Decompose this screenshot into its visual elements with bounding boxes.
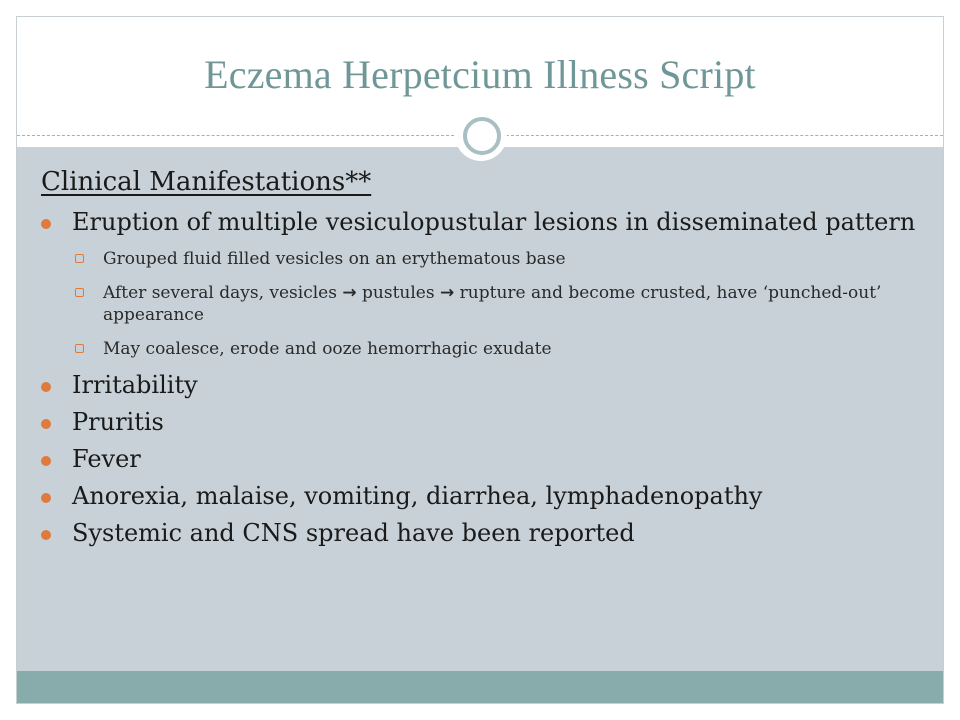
list-item [41, 372, 921, 399]
square-bullet-icon [75, 288, 84, 297]
ring-icon [463, 117, 501, 155]
list-item [41, 446, 921, 473]
bullet-list [41, 209, 921, 557]
list-item [41, 483, 921, 510]
bullet-dot-icon [41, 456, 51, 466]
sub-list-item [72, 282, 921, 326]
arrow-right-icon: → [440, 283, 455, 303]
sub-list-item [72, 248, 921, 270]
bullet-dot-icon [41, 419, 51, 429]
bullet-dot-icon [41, 382, 51, 392]
section-heading: Clinical Manifestations** [41, 167, 372, 197]
bullet-text: Irritability [72, 371, 198, 399]
bullet-text: Anorexia, malaise, vomiting, diarrhea, lymphadenopathy [72, 482, 763, 510]
bullet-dot-icon [41, 219, 51, 229]
footer-bar [17, 671, 943, 704]
bullet-text: Eruption of multiple vesiculopustular lesions in disseminated pattern [72, 208, 916, 236]
sub-list-item [72, 338, 921, 360]
slide-frame [16, 16, 944, 704]
bullet-text: Fever [72, 445, 141, 473]
bullet-dot-icon [41, 493, 51, 503]
bullet-dot-icon [41, 530, 51, 540]
list-item [41, 520, 921, 547]
square-bullet-icon [75, 344, 84, 353]
slide-title: Eczema Herpetcium Illness Script [204, 52, 756, 97]
sub-bullet-text: May coalesce, erode and ooze hemorrhagic exudate [103, 339, 552, 359]
sub-bullet-text: After several days, vesicles [103, 283, 343, 303]
square-bullet-icon [75, 254, 84, 263]
bullet-text: Systemic and CNS spread have been reported [72, 519, 635, 547]
sub-bullet-text: rupture and become crusted, have ‘punched-out’ appearance [103, 283, 882, 325]
content-area [17, 147, 943, 671]
sub-bullet-text: Grouped fluid filled vesicles on an erythematous base [103, 249, 566, 269]
list-item [41, 409, 921, 436]
list-item [41, 209, 921, 360]
sub-bullet-list [72, 248, 921, 360]
arrow-right-icon: → [342, 283, 357, 303]
bullet-text: Pruritis [72, 408, 164, 436]
sub-bullet-text: pustules [356, 283, 440, 303]
